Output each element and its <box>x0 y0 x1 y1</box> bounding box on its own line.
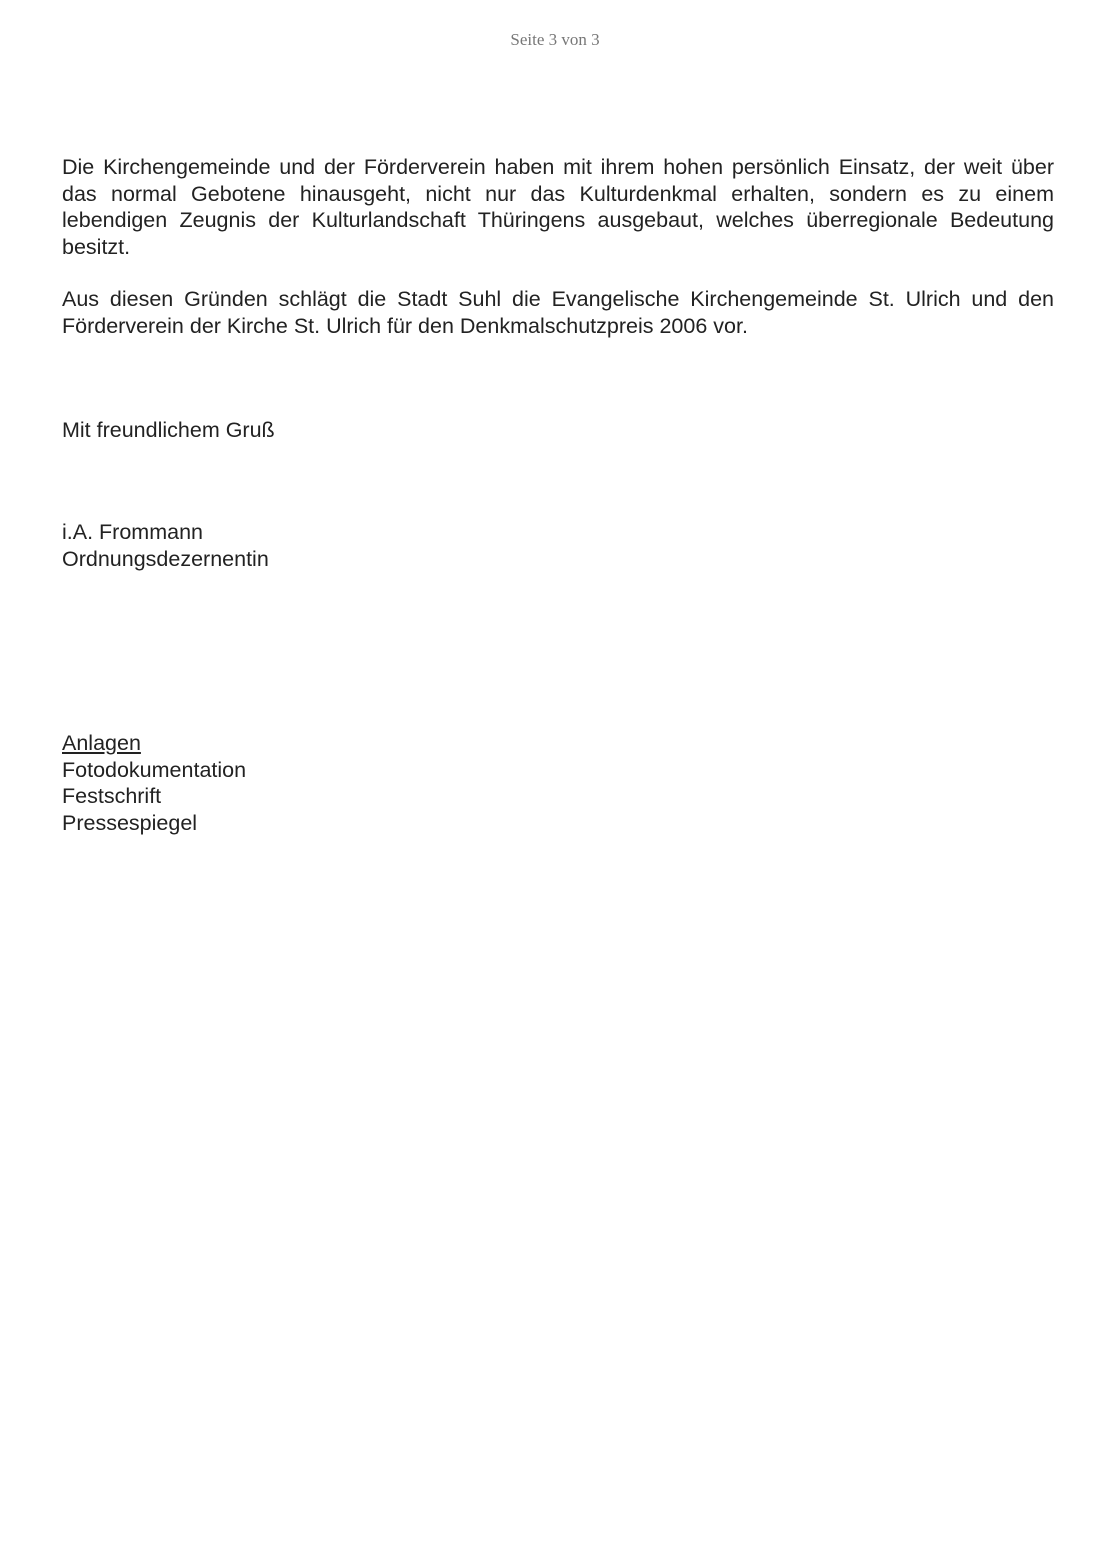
signer-name: i.A. Frommann <box>62 520 203 544</box>
page-number: Seite 3 von 3 <box>510 30 600 49</box>
paragraph-proposal: Aus diesen Gründen schlägt die Stadt Suhl die Evangelische Kirchengemeinde St. Ulrich und den Förderverein der Kirche St. Ulrich für den Denkmalschutzpreis 2006 vor. <box>62 287 1054 338</box>
signer-title: Ordnungsdezernentin <box>62 546 269 571</box>
closing-greeting: Mit freundlichem Gruß <box>62 418 275 442</box>
attachments-block <box>62 730 1054 836</box>
attachment-item: Festschrift <box>62 784 162 808</box>
attachments-heading: Anlagen <box>62 731 141 755</box>
paragraph-reasoning: Die Kirchengemeinde und der Förderverein haben mit ihrem hohen persönlich Einsatz, der weit über das normal Gebotene hinausgeht, nicht nur das Kulturdenkmal erhalten, sondern es zu einem lebendigen Zeugnis der Kulturlandschaft Thüringens ausgebaut, welches überregionale Bedeutung besitzt. <box>62 155 1054 259</box>
attachment-item: Fotodokumentation <box>62 757 247 782</box>
signature-block <box>62 519 1054 572</box>
attachment-item: Pressespiegel <box>62 810 198 835</box>
